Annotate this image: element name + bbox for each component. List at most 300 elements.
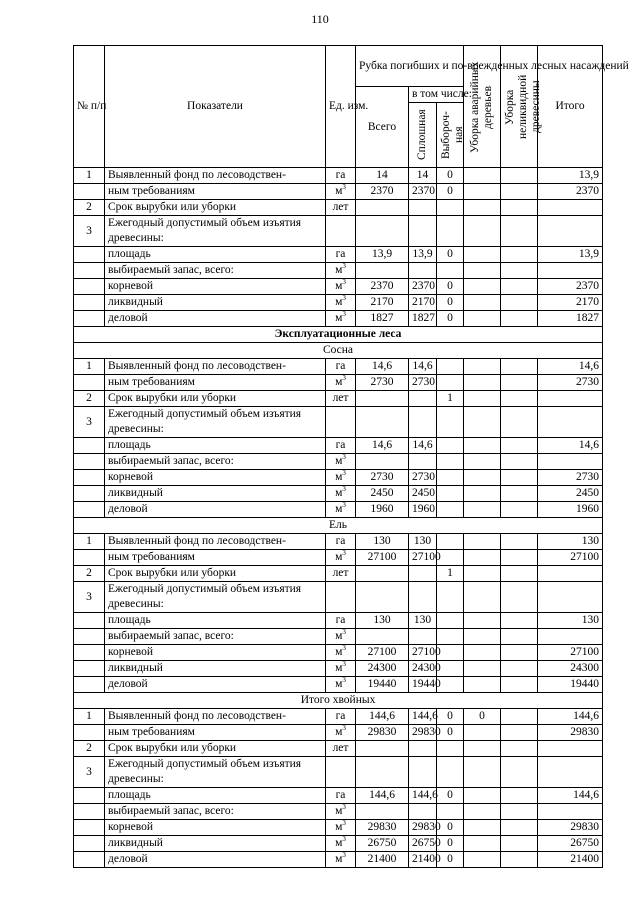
value-total-all: 19440 xyxy=(356,677,409,693)
value-total-all: 2370 xyxy=(356,184,409,200)
value-emergency xyxy=(464,502,501,518)
table-row xyxy=(74,852,603,868)
row-label-line: древесины: xyxy=(108,598,164,610)
value-itogo: 14,6 xyxy=(538,438,603,454)
value-total-all xyxy=(356,804,409,820)
value-selective: 0 xyxy=(437,168,464,184)
row-label-line: древесины: xyxy=(108,773,164,785)
value-illiquid xyxy=(501,788,538,804)
value-illiquid xyxy=(501,804,538,820)
row-label: выбираемый запас, всего: xyxy=(105,629,326,645)
header-itogo: Итого xyxy=(538,46,603,168)
value-emergency xyxy=(464,661,501,677)
empty-cell xyxy=(538,582,603,613)
value-itogo: 26750 xyxy=(538,836,603,852)
value-itogo xyxy=(538,741,603,757)
empty-cell xyxy=(326,757,356,788)
value-illiquid xyxy=(501,820,538,836)
row-label: корневой xyxy=(105,645,326,661)
value-illiquid xyxy=(501,725,538,741)
row-label: Выявленный фонд по лесоводствен- xyxy=(105,168,326,184)
row-number: 2 xyxy=(74,741,105,757)
value-itogo: 144,6 xyxy=(538,709,603,725)
value-illiquid xyxy=(501,295,538,311)
empty-cell xyxy=(356,757,409,788)
value-itogo: 13,9 xyxy=(538,247,603,263)
value-itogo xyxy=(538,200,603,216)
table-row xyxy=(74,407,603,438)
value-total-all: 2450 xyxy=(356,486,409,502)
value-selective: 0 xyxy=(437,836,464,852)
value-emergency xyxy=(464,391,501,407)
row-label: ликвидный xyxy=(105,836,326,852)
unit-cell: $м^3$ xyxy=(326,725,356,741)
header-selective: Выбороч-ная xyxy=(440,111,465,159)
table-row xyxy=(74,613,603,629)
unit-cell: лет xyxy=(326,741,356,757)
value-itogo: 2370 xyxy=(538,184,603,200)
row-label: Срок вырубки или уборки xyxy=(105,741,326,757)
value-itogo: 2450 xyxy=(538,486,603,502)
value-selective: 0 xyxy=(437,184,464,200)
value-illiquid xyxy=(501,741,538,757)
row-number xyxy=(74,836,105,852)
value-clear xyxy=(409,454,437,470)
value-selective: 0 xyxy=(437,788,464,804)
row-number: 3 xyxy=(74,582,105,613)
table-row xyxy=(74,518,603,534)
empty-cell xyxy=(326,582,356,613)
value-emergency xyxy=(464,184,501,200)
unit-cell: $м^3$ xyxy=(326,661,356,677)
row-label-line: древесины: xyxy=(108,232,164,244)
empty-cell xyxy=(409,582,437,613)
header-total-all: Всего xyxy=(356,87,409,168)
empty-cell xyxy=(538,407,603,438)
value-illiquid xyxy=(501,247,538,263)
value-clear: 21400 xyxy=(409,852,437,868)
row-label: ликвидный xyxy=(105,486,326,502)
section-title: Сосна xyxy=(74,343,603,359)
row-number xyxy=(74,661,105,677)
value-emergency xyxy=(464,836,501,852)
value-emergency xyxy=(464,200,501,216)
row-number: 1 xyxy=(74,359,105,375)
row-number xyxy=(74,470,105,486)
unit-cell: $м^3$ xyxy=(326,279,356,295)
value-emergency xyxy=(464,566,501,582)
empty-cell xyxy=(356,216,409,247)
table-row xyxy=(74,661,603,677)
value-total-all xyxy=(356,741,409,757)
value-itogo xyxy=(538,804,603,820)
unit-cell: $м^3$ xyxy=(326,470,356,486)
unit-cell: $м^3$ xyxy=(326,645,356,661)
empty-cell xyxy=(464,216,501,247)
row-label: ликвидный xyxy=(105,661,326,677)
row-number xyxy=(74,725,105,741)
row-number xyxy=(74,311,105,327)
table-row xyxy=(74,502,603,518)
empty-cell xyxy=(326,407,356,438)
empty-cell xyxy=(409,407,437,438)
row-label: ным требованиям xyxy=(105,550,326,566)
value-illiquid xyxy=(501,454,538,470)
value-emergency xyxy=(464,168,501,184)
table-row xyxy=(74,359,603,375)
row-label xyxy=(105,582,326,613)
unit-cell: га xyxy=(326,534,356,550)
table-row xyxy=(74,216,603,247)
value-clear: 2450 xyxy=(409,486,437,502)
unit-cell: $м^3$ xyxy=(326,852,356,868)
row-label: Выявленный фонд по лесоводствен- xyxy=(105,534,326,550)
value-itogo: 2170 xyxy=(538,295,603,311)
value-illiquid xyxy=(501,168,538,184)
value-emergency xyxy=(464,725,501,741)
table-row xyxy=(74,836,603,852)
value-total-all: 130 xyxy=(356,613,409,629)
value-total-all: 130 xyxy=(356,534,409,550)
row-label xyxy=(105,757,326,788)
value-clear xyxy=(409,566,437,582)
row-number: 1 xyxy=(74,709,105,725)
value-clear xyxy=(409,200,437,216)
value-emergency xyxy=(464,550,501,566)
value-selective xyxy=(437,454,464,470)
empty-cell xyxy=(409,757,437,788)
value-itogo: 2370 xyxy=(538,279,603,295)
row-label-line: Ежегодный допустимый объем изъятия xyxy=(108,217,302,229)
value-clear: 19440 xyxy=(409,677,437,693)
empty-cell xyxy=(437,582,464,613)
unit-cell: $м^3$ xyxy=(326,375,356,391)
row-number: 2 xyxy=(74,200,105,216)
row-label: ликвидный xyxy=(105,295,326,311)
row-label: площадь xyxy=(105,438,326,454)
table-row xyxy=(74,566,603,582)
value-total-all xyxy=(356,391,409,407)
table-row xyxy=(74,327,603,343)
value-itogo: 24300 xyxy=(538,661,603,677)
value-emergency xyxy=(464,311,501,327)
row-label xyxy=(105,407,326,438)
row-label: Выявленный фонд по лесоводствен- xyxy=(105,359,326,375)
value-selective: 0 xyxy=(437,247,464,263)
value-selective: 0 xyxy=(437,311,464,327)
row-label: Выявленный фонд по лесоводствен- xyxy=(105,709,326,725)
value-clear: 27100 xyxy=(409,645,437,661)
value-clear: 144,6 xyxy=(409,709,437,725)
value-clear: 2370 xyxy=(409,184,437,200)
row-number xyxy=(74,486,105,502)
value-itogo: 19440 xyxy=(538,677,603,693)
value-illiquid xyxy=(501,629,538,645)
value-emergency xyxy=(464,788,501,804)
row-label: деловой xyxy=(105,311,326,327)
value-emergency xyxy=(464,295,501,311)
value-illiquid xyxy=(501,438,538,454)
value-illiquid xyxy=(501,852,538,868)
value-total-all: 1960 xyxy=(356,502,409,518)
value-itogo: 1960 xyxy=(538,502,603,518)
value-total-all: 24300 xyxy=(356,661,409,677)
row-number xyxy=(74,454,105,470)
value-illiquid xyxy=(501,184,538,200)
value-selective: 0 xyxy=(437,725,464,741)
row-number xyxy=(74,629,105,645)
empty-cell xyxy=(538,757,603,788)
row-number xyxy=(74,279,105,295)
value-total-all: 27100 xyxy=(356,645,409,661)
empty-cell xyxy=(437,757,464,788)
value-illiquid xyxy=(501,613,538,629)
empty-cell xyxy=(464,582,501,613)
value-clear: 2370 xyxy=(409,279,437,295)
row-label-line: Ежегодный допустимый объем изъятия xyxy=(108,758,302,770)
unit-cell: га xyxy=(326,168,356,184)
value-illiquid xyxy=(501,311,538,327)
row-label: площадь xyxy=(105,788,326,804)
value-emergency xyxy=(464,534,501,550)
value-illiquid xyxy=(501,677,538,693)
row-number: 1 xyxy=(74,168,105,184)
value-emergency xyxy=(464,486,501,502)
value-illiquid xyxy=(501,566,538,582)
row-label: корневой xyxy=(105,470,326,486)
table-row xyxy=(74,788,603,804)
row-label: деловой xyxy=(105,852,326,868)
value-clear: 1827 xyxy=(409,311,437,327)
row-number xyxy=(74,184,105,200)
value-total-all xyxy=(356,200,409,216)
unit-cell: га xyxy=(326,709,356,725)
value-total-all xyxy=(356,263,409,279)
table-row xyxy=(74,804,603,820)
unit-cell: $м^3$ xyxy=(326,804,356,820)
value-clear xyxy=(409,263,437,279)
value-total-all: 144,6 xyxy=(356,709,409,725)
row-label: корневой xyxy=(105,279,326,295)
value-clear xyxy=(409,629,437,645)
row-label: Срок вырубки или уборки xyxy=(105,391,326,407)
table-row xyxy=(74,247,603,263)
unit-cell: $м^3$ xyxy=(326,311,356,327)
value-selective xyxy=(437,375,464,391)
value-selective xyxy=(437,359,464,375)
value-clear xyxy=(409,741,437,757)
value-illiquid xyxy=(501,486,538,502)
value-itogo: 130 xyxy=(538,613,603,629)
value-clear: 14,6 xyxy=(409,359,437,375)
header-clear-cell xyxy=(409,103,437,168)
unit-cell: га xyxy=(326,438,356,454)
row-number xyxy=(74,375,105,391)
row-label-line: древесины: xyxy=(108,423,164,435)
value-illiquid xyxy=(501,645,538,661)
value-emergency xyxy=(464,454,501,470)
table-row xyxy=(74,645,603,661)
value-total-all: 27100 xyxy=(356,550,409,566)
value-total-all: 14,6 xyxy=(356,359,409,375)
row-number xyxy=(74,438,105,454)
value-total-all: 2730 xyxy=(356,470,409,486)
value-illiquid xyxy=(501,375,538,391)
table-row xyxy=(74,200,603,216)
value-selective xyxy=(437,629,464,645)
value-illiquid xyxy=(501,359,538,375)
value-clear: 1960 xyxy=(409,502,437,518)
value-illiquid xyxy=(501,534,538,550)
value-emergency xyxy=(464,677,501,693)
row-number: 3 xyxy=(74,757,105,788)
row-number xyxy=(74,645,105,661)
empty-cell xyxy=(501,582,538,613)
row-number: 3 xyxy=(74,216,105,247)
row-label: ным требованиям xyxy=(105,725,326,741)
value-illiquid xyxy=(501,709,538,725)
row-label: ным требованиям xyxy=(105,184,326,200)
value-itogo: 14,6 xyxy=(538,359,603,375)
value-clear: 130 xyxy=(409,613,437,629)
value-selective: 1 xyxy=(437,391,464,407)
empty-cell xyxy=(356,407,409,438)
header-illiquid: Уборка неликвидной древесины xyxy=(504,74,543,139)
row-number xyxy=(74,247,105,263)
table-row xyxy=(74,550,603,566)
value-illiquid xyxy=(501,391,538,407)
value-emergency xyxy=(464,359,501,375)
value-emergency xyxy=(464,375,501,391)
value-emergency xyxy=(464,629,501,645)
value-total-all: 26750 xyxy=(356,836,409,852)
value-emergency xyxy=(464,645,501,661)
value-selective: 0 xyxy=(437,852,464,868)
header-clear: Сплошная xyxy=(416,109,428,161)
value-total-all xyxy=(356,629,409,645)
header-emergency-cell xyxy=(464,46,501,168)
row-number xyxy=(74,295,105,311)
table-row xyxy=(74,470,603,486)
value-clear: 2170 xyxy=(409,295,437,311)
value-selective xyxy=(437,263,464,279)
value-emergency xyxy=(464,852,501,868)
value-clear: 26750 xyxy=(409,836,437,852)
value-selective xyxy=(437,486,464,502)
value-illiquid xyxy=(501,836,538,852)
table-row xyxy=(74,534,603,550)
empty-cell xyxy=(437,216,464,247)
value-emergency xyxy=(464,438,501,454)
value-itogo xyxy=(538,566,603,582)
value-emergency xyxy=(464,470,501,486)
table-header xyxy=(74,46,629,168)
value-clear: 14,6 xyxy=(409,438,437,454)
value-clear: 27100 xyxy=(409,550,437,566)
row-number: 3 xyxy=(74,407,105,438)
row-number xyxy=(74,677,105,693)
value-illiquid xyxy=(501,279,538,295)
unit-cell: $м^3$ xyxy=(326,486,356,502)
row-label: выбираемый запас, всего: xyxy=(105,804,326,820)
value-emergency: 0 xyxy=(464,709,501,725)
value-itogo: 21400 xyxy=(538,852,603,868)
value-clear xyxy=(409,391,437,407)
value-total-all: 2370 xyxy=(356,279,409,295)
value-emergency xyxy=(464,613,501,629)
row-number xyxy=(74,820,105,836)
table-row xyxy=(74,263,603,279)
unit-cell: га xyxy=(326,788,356,804)
row-number xyxy=(74,852,105,868)
header-unit: Ед. изм. xyxy=(326,46,356,168)
value-total-all: 2170 xyxy=(356,295,409,311)
unit-cell: $м^3$ xyxy=(326,263,356,279)
table-row xyxy=(74,629,603,645)
table-body xyxy=(74,168,603,868)
empty-cell xyxy=(464,407,501,438)
empty-cell xyxy=(501,407,538,438)
unit-cell: га xyxy=(326,247,356,263)
header-num: № п/п xyxy=(74,46,105,168)
table-row xyxy=(74,820,603,836)
value-selective: 1 xyxy=(437,566,464,582)
forest-felling-table xyxy=(73,45,629,868)
empty-cell xyxy=(538,216,603,247)
row-number xyxy=(74,804,105,820)
value-itogo: 130 xyxy=(538,534,603,550)
value-itogo: 29830 xyxy=(538,820,603,836)
row-number xyxy=(74,613,105,629)
value-itogo xyxy=(538,454,603,470)
value-itogo: 2730 xyxy=(538,470,603,486)
value-illiquid xyxy=(501,550,538,566)
value-clear xyxy=(409,804,437,820)
row-number xyxy=(74,502,105,518)
table-row xyxy=(74,391,603,407)
value-clear: 24300 xyxy=(409,661,437,677)
value-selective xyxy=(437,804,464,820)
value-total-all: 29830 xyxy=(356,725,409,741)
value-selective: 0 xyxy=(437,279,464,295)
unit-cell: лет xyxy=(326,566,356,582)
header-including: в том числе: xyxy=(409,87,464,103)
value-clear: 13,9 xyxy=(409,247,437,263)
table-row xyxy=(74,438,603,454)
value-total-all: 14 xyxy=(356,168,409,184)
value-selective xyxy=(437,470,464,486)
section-title: Эксплуатационные леса xyxy=(74,327,603,343)
unit-cell: лет xyxy=(326,200,356,216)
unit-cell: $м^3$ xyxy=(326,502,356,518)
value-clear: 29830 xyxy=(409,820,437,836)
row-number xyxy=(74,788,105,804)
value-illiquid xyxy=(501,263,538,279)
table-row xyxy=(74,582,603,613)
value-total-all: 2730 xyxy=(356,375,409,391)
table-row xyxy=(74,454,603,470)
value-total-all xyxy=(356,454,409,470)
unit-cell: га xyxy=(326,613,356,629)
unit-cell: $м^3$ xyxy=(326,295,356,311)
value-total-all: 21400 xyxy=(356,852,409,868)
section-title: Итого хвойных xyxy=(74,693,603,709)
value-illiquid xyxy=(501,661,538,677)
row-label: Срок вырубки или уборки xyxy=(105,566,326,582)
unit-cell: $м^3$ xyxy=(326,550,356,566)
row-number xyxy=(74,550,105,566)
header-felling-group: Рубка погибших и по-врежденных лесных насаждений xyxy=(356,46,464,87)
